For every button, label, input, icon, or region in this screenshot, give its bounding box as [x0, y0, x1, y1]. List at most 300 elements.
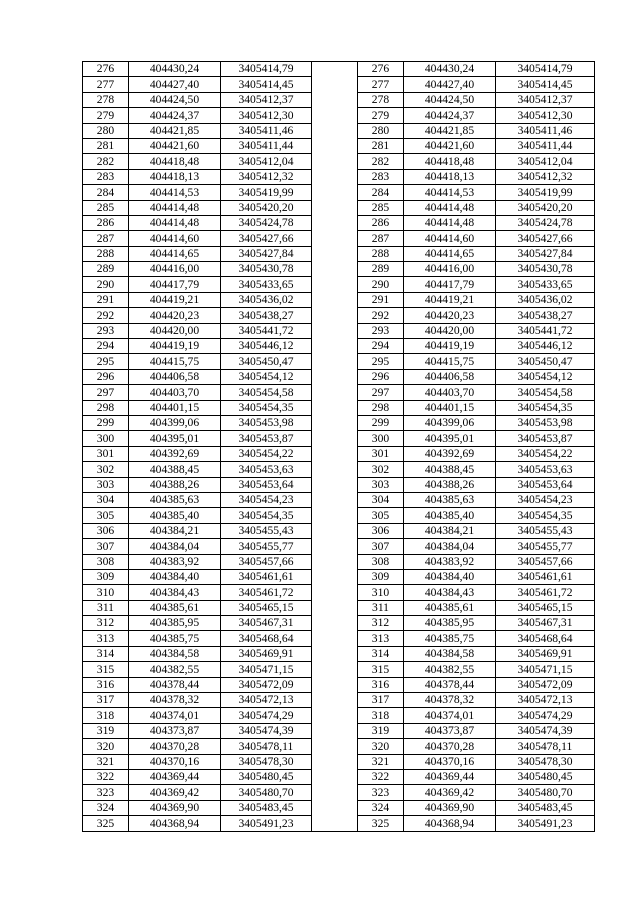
table-row	[83, 754, 595, 769]
column-gap	[312, 169, 358, 184]
right-point-number-cell: 313	[358, 631, 404, 646]
right-point-number-cell: 282	[358, 154, 404, 169]
left-x-coordinate-cell: 404369,90	[129, 800, 221, 815]
left-point-number-cell: 324	[83, 800, 129, 815]
left-point-number-cell: 295	[83, 354, 129, 369]
right-y-coordinate-cell: 3405412,32	[496, 169, 595, 184]
left-point-number-cell: 314	[83, 646, 129, 661]
left-y-coordinate-cell: 3405474,29	[221, 708, 312, 723]
left-x-coordinate-cell: 404419,19	[129, 339, 221, 354]
right-x-coordinate-cell: 404421,60	[404, 138, 496, 153]
right-point-number-cell: 324	[358, 800, 404, 815]
column-gap	[312, 769, 358, 784]
right-x-coordinate-cell: 404384,58	[404, 646, 496, 661]
right-point-number-cell: 310	[358, 585, 404, 600]
right-x-coordinate-cell: 404399,06	[404, 415, 496, 430]
left-y-coordinate-cell: 3405412,04	[221, 154, 312, 169]
right-point-number-cell: 318	[358, 708, 404, 723]
right-y-coordinate-cell: 3405419,99	[496, 185, 595, 200]
column-gap	[312, 677, 358, 692]
left-y-coordinate-cell: 3405469,91	[221, 646, 312, 661]
right-x-coordinate-cell: 404415,75	[404, 354, 496, 369]
right-point-number-cell: 323	[358, 785, 404, 800]
left-y-coordinate-cell: 3405420,20	[221, 200, 312, 215]
right-x-coordinate-cell: 404385,40	[404, 508, 496, 523]
column-gap	[312, 123, 358, 138]
table-row	[83, 523, 595, 538]
right-x-coordinate-cell: 404378,44	[404, 677, 496, 692]
right-x-coordinate-cell: 404403,70	[404, 385, 496, 400]
left-y-coordinate-cell: 3405438,27	[221, 308, 312, 323]
column-gap	[312, 585, 358, 600]
left-x-coordinate-cell: 404424,50	[129, 92, 221, 107]
right-y-coordinate-cell: 3405491,23	[496, 816, 595, 831]
left-x-coordinate-cell: 404384,58	[129, 646, 221, 661]
right-y-coordinate-cell: 3405414,45	[496, 77, 595, 92]
left-point-number-cell: 299	[83, 415, 129, 430]
right-x-coordinate-cell: 404420,00	[404, 323, 496, 338]
left-point-number-cell: 289	[83, 262, 129, 277]
left-x-coordinate-cell: 404374,01	[129, 708, 221, 723]
right-point-number-cell: 292	[358, 308, 404, 323]
column-gap	[312, 508, 358, 523]
left-y-coordinate-cell: 3405414,79	[221, 62, 312, 77]
table-row	[83, 662, 595, 677]
left-x-coordinate-cell: 404370,16	[129, 754, 221, 769]
left-x-coordinate-cell: 404406,58	[129, 369, 221, 384]
table-row	[83, 600, 595, 615]
right-y-coordinate-cell: 3405412,04	[496, 154, 595, 169]
column-gap	[312, 369, 358, 384]
left-y-coordinate-cell: 3405461,61	[221, 569, 312, 584]
table-row	[83, 108, 595, 123]
right-y-coordinate-cell: 3405424,78	[496, 215, 595, 230]
left-x-coordinate-cell: 404421,60	[129, 138, 221, 153]
right-y-coordinate-cell: 3405441,72	[496, 323, 595, 338]
right-point-number-cell: 301	[358, 446, 404, 461]
right-y-coordinate-cell: 3405454,23	[496, 492, 595, 507]
right-y-coordinate-cell: 3405453,63	[496, 462, 595, 477]
right-x-coordinate-cell: 404414,48	[404, 215, 496, 230]
left-point-number-cell: 317	[83, 693, 129, 708]
right-y-coordinate-cell: 3405412,37	[496, 92, 595, 107]
table-row	[83, 415, 595, 430]
right-x-coordinate-cell: 404384,43	[404, 585, 496, 600]
left-point-number-cell: 301	[83, 446, 129, 461]
coordinates-table-body	[83, 62, 595, 832]
left-point-number-cell: 311	[83, 600, 129, 615]
right-point-number-cell: 314	[358, 646, 404, 661]
right-point-number-cell: 296	[358, 369, 404, 384]
table-row	[83, 816, 595, 831]
right-y-coordinate-cell: 3405455,43	[496, 523, 595, 538]
right-x-coordinate-cell: 404424,37	[404, 108, 496, 123]
right-x-coordinate-cell: 404374,01	[404, 708, 496, 723]
right-x-coordinate-cell: 404392,69	[404, 446, 496, 461]
right-x-coordinate-cell: 404430,24	[404, 62, 496, 77]
right-point-number-cell: 297	[358, 385, 404, 400]
left-x-coordinate-cell: 404378,44	[129, 677, 221, 692]
left-x-coordinate-cell: 404414,60	[129, 231, 221, 246]
right-y-coordinate-cell: 3405454,12	[496, 369, 595, 384]
column-gap	[312, 754, 358, 769]
right-y-coordinate-cell: 3405480,70	[496, 785, 595, 800]
right-y-coordinate-cell: 3405436,02	[496, 292, 595, 307]
right-x-coordinate-cell: 404370,16	[404, 754, 496, 769]
left-y-coordinate-cell: 3405453,63	[221, 462, 312, 477]
left-x-coordinate-cell: 404421,85	[129, 123, 221, 138]
left-point-number-cell: 279	[83, 108, 129, 123]
left-point-number-cell: 315	[83, 662, 129, 677]
left-point-number-cell: 278	[83, 92, 129, 107]
right-x-coordinate-cell: 404418,48	[404, 154, 496, 169]
right-y-coordinate-cell: 3405468,64	[496, 631, 595, 646]
column-gap	[312, 800, 358, 815]
right-point-number-cell: 312	[358, 616, 404, 631]
right-x-coordinate-cell: 404427,40	[404, 77, 496, 92]
left-x-coordinate-cell: 404384,04	[129, 539, 221, 554]
table-row	[83, 646, 595, 661]
right-y-coordinate-cell: 3405454,35	[496, 400, 595, 415]
left-point-number-cell: 284	[83, 185, 129, 200]
table-row	[83, 215, 595, 230]
left-point-number-cell: 276	[83, 62, 129, 77]
left-point-number-cell: 305	[83, 508, 129, 523]
left-y-coordinate-cell: 3405454,12	[221, 369, 312, 384]
right-y-coordinate-cell: 3405438,27	[496, 308, 595, 323]
left-y-coordinate-cell: 3405427,84	[221, 246, 312, 261]
column-gap	[312, 323, 358, 338]
right-point-number-cell: 320	[358, 739, 404, 754]
left-point-number-cell: 291	[83, 292, 129, 307]
right-x-coordinate-cell: 404420,23	[404, 308, 496, 323]
right-y-coordinate-cell: 3405454,22	[496, 446, 595, 461]
table-row	[83, 631, 595, 646]
table-row	[83, 308, 595, 323]
right-x-coordinate-cell: 404378,32	[404, 693, 496, 708]
column-gap	[312, 600, 358, 615]
table-row	[83, 539, 595, 554]
left-y-coordinate-cell: 3405480,45	[221, 769, 312, 784]
column-gap	[312, 231, 358, 246]
right-x-coordinate-cell: 404384,04	[404, 539, 496, 554]
left-point-number-cell: 320	[83, 739, 129, 754]
left-y-coordinate-cell: 3405455,77	[221, 539, 312, 554]
right-x-coordinate-cell: 404388,26	[404, 477, 496, 492]
left-y-coordinate-cell: 3405454,22	[221, 446, 312, 461]
column-gap	[312, 693, 358, 708]
left-y-coordinate-cell: 3405450,47	[221, 354, 312, 369]
right-x-coordinate-cell: 404385,63	[404, 492, 496, 507]
right-x-coordinate-cell: 404406,58	[404, 369, 496, 384]
column-gap	[312, 431, 358, 446]
column-gap	[312, 785, 358, 800]
table-row	[83, 739, 595, 754]
left-y-coordinate-cell: 3405453,98	[221, 415, 312, 430]
right-y-coordinate-cell: 3405457,66	[496, 554, 595, 569]
table-row	[83, 569, 595, 584]
right-y-coordinate-cell: 3405461,61	[496, 569, 595, 584]
table-row	[83, 708, 595, 723]
left-point-number-cell: 319	[83, 723, 129, 738]
left-x-coordinate-cell: 404395,01	[129, 431, 221, 446]
left-x-coordinate-cell: 404427,40	[129, 77, 221, 92]
left-x-coordinate-cell: 404416,00	[129, 262, 221, 277]
left-y-coordinate-cell: 3405483,45	[221, 800, 312, 815]
right-y-coordinate-cell: 3405446,12	[496, 339, 595, 354]
right-point-number-cell: 290	[358, 277, 404, 292]
left-x-coordinate-cell: 404368,94	[129, 816, 221, 831]
left-y-coordinate-cell: 3405430,78	[221, 262, 312, 277]
left-point-number-cell: 321	[83, 754, 129, 769]
right-y-coordinate-cell: 3405465,15	[496, 600, 595, 615]
left-y-coordinate-cell: 3405478,11	[221, 739, 312, 754]
right-y-coordinate-cell: 3405472,13	[496, 693, 595, 708]
left-x-coordinate-cell: 404417,79	[129, 277, 221, 292]
right-y-coordinate-cell: 3405453,98	[496, 415, 595, 430]
left-point-number-cell: 287	[83, 231, 129, 246]
left-y-coordinate-cell: 3405478,30	[221, 754, 312, 769]
column-gap	[312, 708, 358, 723]
table-row	[83, 585, 595, 600]
left-point-number-cell: 313	[83, 631, 129, 646]
left-point-number-cell: 316	[83, 677, 129, 692]
left-y-coordinate-cell: 3405468,64	[221, 631, 312, 646]
table-row	[83, 292, 595, 307]
right-point-number-cell: 306	[358, 523, 404, 538]
right-point-number-cell: 304	[358, 492, 404, 507]
right-point-number-cell: 280	[358, 123, 404, 138]
left-point-number-cell: 307	[83, 539, 129, 554]
table-row	[83, 785, 595, 800]
left-x-coordinate-cell: 404414,48	[129, 215, 221, 230]
column-gap	[312, 554, 358, 569]
left-y-coordinate-cell: 3405465,15	[221, 600, 312, 615]
left-x-coordinate-cell: 404420,23	[129, 308, 221, 323]
left-x-coordinate-cell: 404430,24	[129, 62, 221, 77]
right-x-coordinate-cell: 404384,40	[404, 569, 496, 584]
right-x-coordinate-cell: 404368,94	[404, 816, 496, 831]
table-row	[83, 231, 595, 246]
right-x-coordinate-cell: 404414,53	[404, 185, 496, 200]
right-point-number-cell: 316	[358, 677, 404, 692]
table-row	[83, 339, 595, 354]
right-x-coordinate-cell: 404416,00	[404, 262, 496, 277]
right-y-coordinate-cell: 3405450,47	[496, 354, 595, 369]
left-y-coordinate-cell: 3405446,12	[221, 339, 312, 354]
right-x-coordinate-cell: 404417,79	[404, 277, 496, 292]
table-row	[83, 477, 595, 492]
right-point-number-cell: 283	[358, 169, 404, 184]
left-point-number-cell: 325	[83, 816, 129, 831]
right-x-coordinate-cell: 404421,85	[404, 123, 496, 138]
right-y-coordinate-cell: 3405453,64	[496, 477, 595, 492]
left-point-number-cell: 318	[83, 708, 129, 723]
right-y-coordinate-cell: 3405467,31	[496, 616, 595, 631]
right-y-coordinate-cell: 3405461,72	[496, 585, 595, 600]
table-row	[83, 200, 595, 215]
left-y-coordinate-cell: 3405453,64	[221, 477, 312, 492]
right-y-coordinate-cell: 3405454,35	[496, 508, 595, 523]
left-x-coordinate-cell: 404384,21	[129, 523, 221, 538]
left-point-number-cell: 298	[83, 400, 129, 415]
right-x-coordinate-cell: 404382,55	[404, 662, 496, 677]
right-y-coordinate-cell: 3405411,46	[496, 123, 595, 138]
left-point-number-cell: 296	[83, 369, 129, 384]
table-row	[83, 385, 595, 400]
right-point-number-cell: 325	[358, 816, 404, 831]
left-y-coordinate-cell: 3405461,72	[221, 585, 312, 600]
right-y-coordinate-cell: 3405430,78	[496, 262, 595, 277]
right-y-coordinate-cell: 3405427,84	[496, 246, 595, 261]
column-gap	[312, 215, 358, 230]
column-gap	[312, 631, 358, 646]
left-point-number-cell: 312	[83, 616, 129, 631]
right-point-number-cell: 289	[358, 262, 404, 277]
left-x-coordinate-cell: 404414,48	[129, 200, 221, 215]
table-row	[83, 800, 595, 815]
left-x-coordinate-cell: 404370,28	[129, 739, 221, 754]
right-point-number-cell: 276	[358, 62, 404, 77]
table-row	[83, 354, 595, 369]
table-row	[83, 62, 595, 77]
left-point-number-cell: 277	[83, 77, 129, 92]
left-point-number-cell: 281	[83, 138, 129, 153]
column-gap	[312, 569, 358, 584]
table-row	[83, 492, 595, 507]
left-point-number-cell: 304	[83, 492, 129, 507]
right-y-coordinate-cell: 3405414,79	[496, 62, 595, 77]
right-y-coordinate-cell: 3405469,91	[496, 646, 595, 661]
left-point-number-cell: 309	[83, 569, 129, 584]
right-x-coordinate-cell: 404419,21	[404, 292, 496, 307]
left-point-number-cell: 308	[83, 554, 129, 569]
right-point-number-cell: 298	[358, 400, 404, 415]
right-point-number-cell: 291	[358, 292, 404, 307]
table-row	[83, 554, 595, 569]
left-y-coordinate-cell: 3405411,46	[221, 123, 312, 138]
left-x-coordinate-cell: 404399,06	[129, 415, 221, 430]
right-point-number-cell: 300	[358, 431, 404, 446]
right-x-coordinate-cell: 404401,15	[404, 400, 496, 415]
right-point-number-cell: 308	[358, 554, 404, 569]
left-y-coordinate-cell: 3405457,66	[221, 554, 312, 569]
right-x-coordinate-cell: 404383,92	[404, 554, 496, 569]
column-gap	[312, 539, 358, 554]
right-x-coordinate-cell: 404385,95	[404, 616, 496, 631]
column-gap	[312, 62, 358, 77]
left-y-coordinate-cell: 3405441,72	[221, 323, 312, 338]
right-y-coordinate-cell: 3405474,39	[496, 723, 595, 738]
left-point-number-cell: 323	[83, 785, 129, 800]
right-x-coordinate-cell: 404385,61	[404, 600, 496, 615]
left-x-coordinate-cell: 404424,37	[129, 108, 221, 123]
left-y-coordinate-cell: 3405454,58	[221, 385, 312, 400]
left-y-coordinate-cell: 3405453,87	[221, 431, 312, 446]
right-point-number-cell: 281	[358, 138, 404, 153]
left-y-coordinate-cell: 3405472,13	[221, 693, 312, 708]
column-gap	[312, 77, 358, 92]
table-row	[83, 400, 595, 415]
right-y-coordinate-cell: 3405474,29	[496, 708, 595, 723]
column-gap	[312, 446, 358, 461]
table-row	[83, 369, 595, 384]
table-row	[83, 123, 595, 138]
left-x-coordinate-cell: 404385,75	[129, 631, 221, 646]
table-row	[83, 693, 595, 708]
table-row	[83, 185, 595, 200]
right-point-number-cell: 293	[358, 323, 404, 338]
column-gap	[312, 385, 358, 400]
left-y-coordinate-cell: 3405412,32	[221, 169, 312, 184]
left-point-number-cell: 310	[83, 585, 129, 600]
column-gap	[312, 92, 358, 107]
right-x-coordinate-cell: 404414,65	[404, 246, 496, 261]
table-row	[83, 431, 595, 446]
column-gap	[312, 400, 358, 415]
right-x-coordinate-cell: 404385,75	[404, 631, 496, 646]
right-point-number-cell: 294	[358, 339, 404, 354]
left-y-coordinate-cell: 3405454,35	[221, 400, 312, 415]
right-y-coordinate-cell: 3405433,65	[496, 277, 595, 292]
left-x-coordinate-cell: 404414,53	[129, 185, 221, 200]
column-gap	[312, 415, 358, 430]
left-y-coordinate-cell: 3405436,02	[221, 292, 312, 307]
left-y-coordinate-cell: 3405414,45	[221, 77, 312, 92]
right-x-coordinate-cell: 404424,50	[404, 92, 496, 107]
right-x-coordinate-cell: 404388,45	[404, 462, 496, 477]
left-y-coordinate-cell: 3405455,43	[221, 523, 312, 538]
left-y-coordinate-cell: 3405454,35	[221, 508, 312, 523]
table-row	[83, 462, 595, 477]
left-y-coordinate-cell: 3405411,44	[221, 138, 312, 153]
right-y-coordinate-cell: 3405480,45	[496, 769, 595, 784]
column-gap	[312, 154, 358, 169]
left-x-coordinate-cell: 404419,21	[129, 292, 221, 307]
column-gap	[312, 492, 358, 507]
right-y-coordinate-cell: 3405454,58	[496, 385, 595, 400]
left-point-number-cell: 303	[83, 477, 129, 492]
left-x-coordinate-cell: 404382,55	[129, 662, 221, 677]
right-x-coordinate-cell: 404370,28	[404, 739, 496, 754]
table-row	[83, 262, 595, 277]
column-gap	[312, 292, 358, 307]
coordinates-table	[82, 61, 595, 832]
left-y-coordinate-cell: 3405474,39	[221, 723, 312, 738]
column-gap	[312, 662, 358, 677]
left-x-coordinate-cell: 404385,95	[129, 616, 221, 631]
left-y-coordinate-cell: 3405454,23	[221, 492, 312, 507]
column-gap	[312, 816, 358, 831]
left-y-coordinate-cell: 3405424,78	[221, 215, 312, 230]
column-gap	[312, 523, 358, 538]
right-point-number-cell: 295	[358, 354, 404, 369]
left-x-coordinate-cell: 404414,65	[129, 246, 221, 261]
left-point-number-cell: 283	[83, 169, 129, 184]
left-x-coordinate-cell: 404385,61	[129, 600, 221, 615]
column-gap	[312, 138, 358, 153]
left-point-number-cell: 302	[83, 462, 129, 477]
left-x-coordinate-cell: 404420,00	[129, 323, 221, 338]
right-point-number-cell: 309	[358, 569, 404, 584]
right-point-number-cell: 305	[358, 508, 404, 523]
right-x-coordinate-cell: 404369,44	[404, 769, 496, 784]
table-row	[83, 769, 595, 784]
table-row	[83, 677, 595, 692]
left-y-coordinate-cell: 3405491,23	[221, 816, 312, 831]
right-y-coordinate-cell: 3405411,44	[496, 138, 595, 153]
right-y-coordinate-cell: 3405478,11	[496, 739, 595, 754]
